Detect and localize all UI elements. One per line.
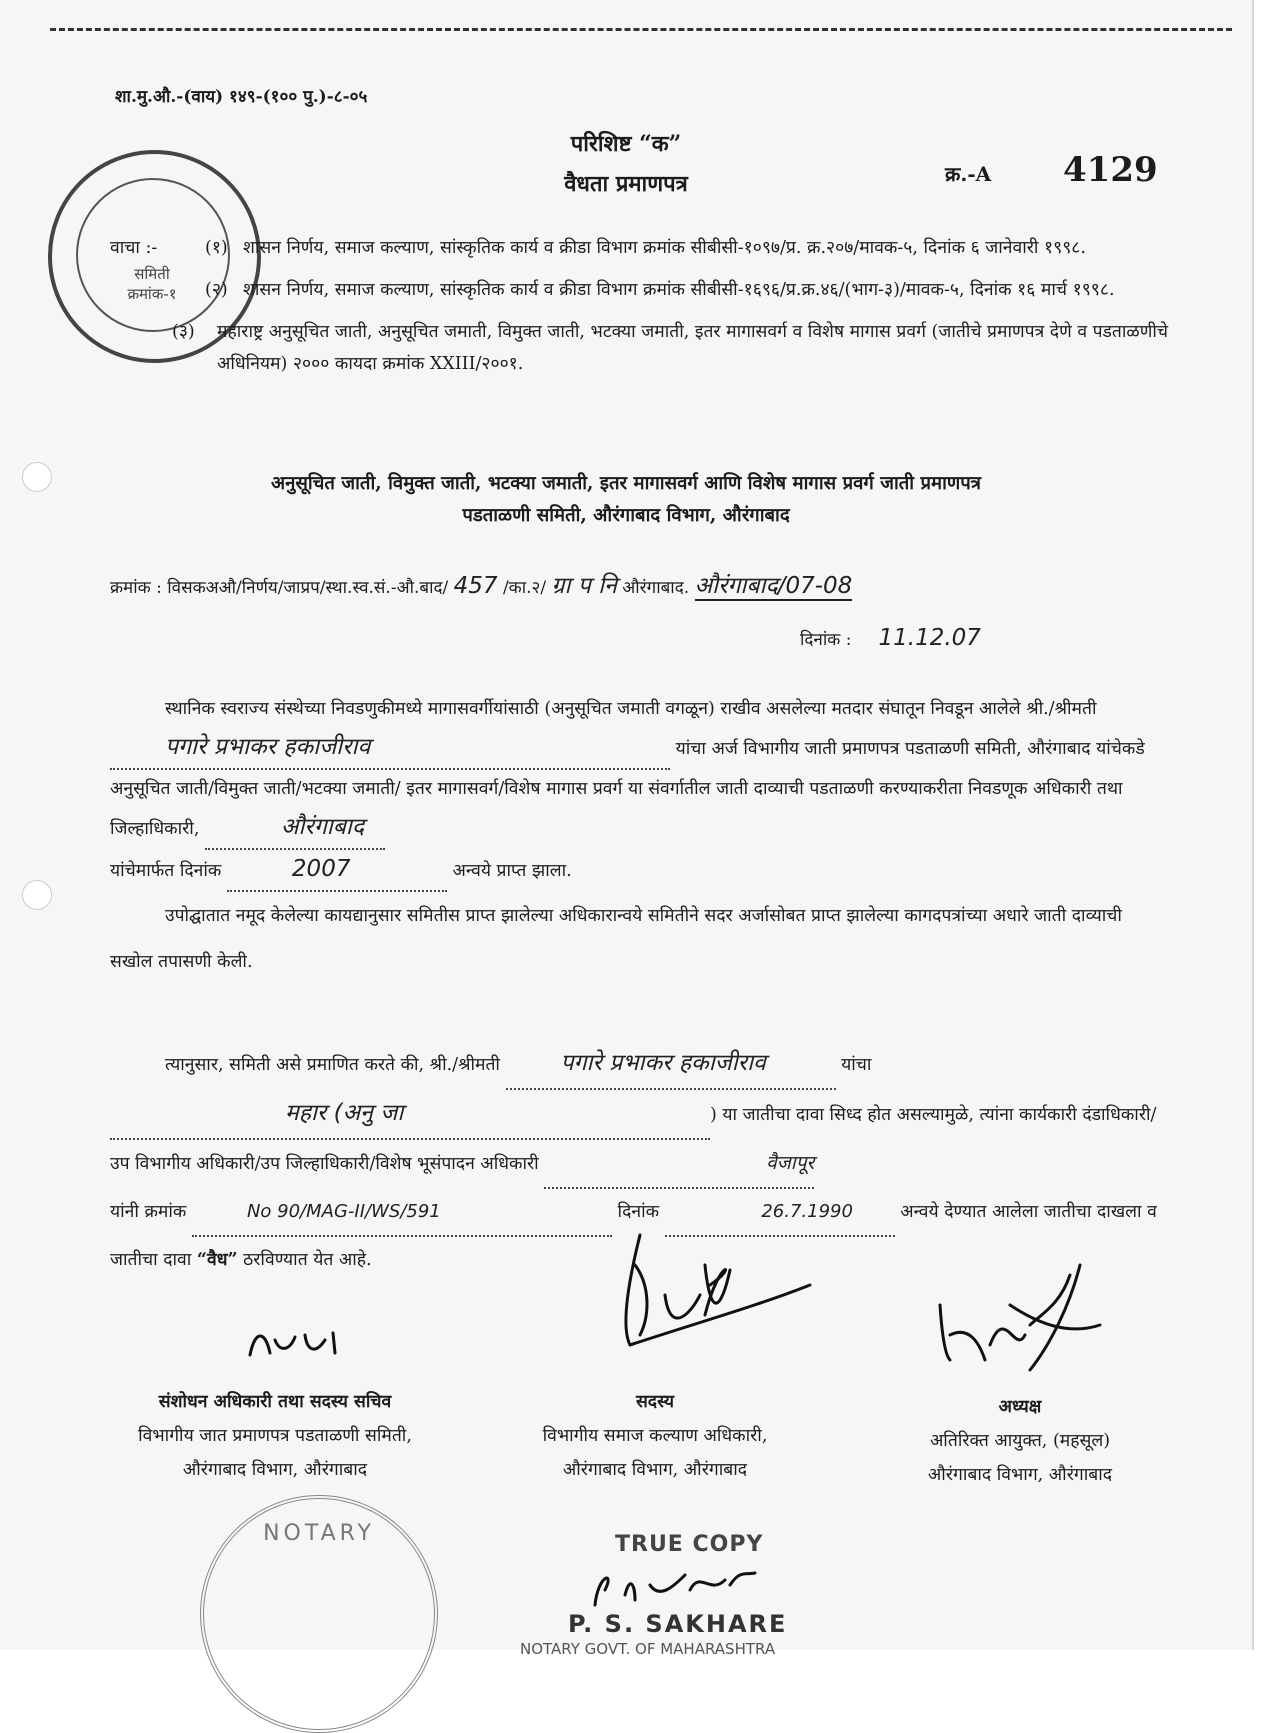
signatory-line-1: अतिरिक्त आयुक्त, (महसूल) <box>929 1431 1111 1451</box>
signatory-title: सदस्य <box>635 1392 675 1412</box>
officer-place-field <box>544 1140 814 1189</box>
signatory-member <box>505 1385 805 1487</box>
committee-heading-line-1: अनुसूचित जाती, विमुक्त जाती, भटक्या जमाती, इतर मागासवर्ग आणि विशेष मागास प्रवर्ग जाती प्रमाणपत्र <box>270 473 982 494</box>
reference-item-2 <box>110 274 1190 306</box>
paragraph-text: अन्वये प्राप्त झाला. <box>452 861 572 881</box>
signature-chairman <box>930 1265 1110 1375</box>
handwritten-issue-date: 11.12.07 <box>878 625 981 651</box>
valid-word: “वैध” <box>196 1250 238 1270</box>
reference-text: महाराष्ट्र अनुसूचित जाती, अनुसूचित जमाती, विमुक्त जाती, भटक्या जमाती, इतर मागासवर्ग व विशेष मागास प्रवर्ग (जातीचे प्रमाणपत्र देणे व पडताळणीचे अधिनियम) २००० कायदा क्रमांक XXIII/२००१. <box>217 322 1169 374</box>
certificate-title: वैधता प्रमाणपत्र <box>564 171 688 197</box>
caste-field <box>110 1090 710 1140</box>
paragraph-text: ) या जातीचा दावा सिध्द होत असल्यामुळे, त्यांना कार्यकारी दंडाधिकारी/उप विभागीय अधिकारी/उप जिल्हाधिकारी/विशेष भूसंपादन अधिकारी <box>110 1105 1157 1174</box>
signatory-line-2: औरंगाबाद विभाग, औरंगाबाद <box>562 1460 748 1480</box>
references-label: वाचा :- <box>110 238 158 258</box>
handwritten-applicant-name: पगारे प्रभाकर हकाजीराव <box>165 734 371 760</box>
reference-item-3 <box>172 316 1190 380</box>
seal-line-1: समिती <box>134 265 170 283</box>
paragraph-text: स्थानिक स्वराज्य संस्थेच्या निवडणुकीमध्ये मागासवर्गीयांसाठी (अनुसूचित जमाती वगळून) राखीव असलेल्या मतदार संघातून निवडून आलेले श्री./श्रीमती <box>165 699 1097 719</box>
paragraph-text: यांचा <box>841 1055 872 1075</box>
paragraph-text: यांचा अर्ज विभागीय जाती प्रमाणपत्र पडताळणी समिती, औरंगाबाद यांचेकडे अनुसूचित जाती/विमुक्त जाती/भटक्या जमाती/ इतर मागासवर्ग/विशेष मागास प्रवर्ग या संवर्गातील जाती दाव्याची पडताळणी करण्याकरीता निवडणूक अधिकारी तथा जिल्हाधिकारी, <box>110 739 1145 839</box>
signatory-line-1: विभागीय समाज कल्याण अधिकारी, <box>542 1426 768 1446</box>
paragraph-application <box>110 690 1160 892</box>
signatory-line-2: औरंगाबाद विभाग, औरंगाबाद <box>927 1465 1113 1485</box>
paragraph-text: दिनांक <box>617 1202 660 1222</box>
handwritten-collector-place: औरंगाबाद <box>280 814 365 840</box>
collector-field <box>205 808 385 850</box>
handwritten-place: औरंगाबाद/07-08 <box>694 573 853 599</box>
notary-seal <box>200 1495 438 1733</box>
signatory-line-2: औरंगाबाद विभाग, औरंगाबाद <box>182 1460 368 1480</box>
signatory-title: संशोधन अधिकारी तथा सदस्य सचिव <box>158 1392 392 1412</box>
perforation-line <box>50 28 1232 31</box>
notary-name: P. S. SAKHARE <box>568 1610 788 1638</box>
reference-number: (३) <box>172 322 195 342</box>
handwritten-caste: महार (अनु जा <box>285 1100 404 1126</box>
handwritten-officer-place: वैजापूर <box>766 1152 815 1174</box>
year-field <box>227 850 447 892</box>
references-list <box>110 232 1190 380</box>
handwritten-section: ग्रा प नि <box>551 573 617 599</box>
paragraph-text: यांचेमार्फत दिनांक <box>110 861 222 881</box>
punch-hole-bottom <box>22 880 52 910</box>
serial-label: क्र.-A <box>945 162 992 186</box>
certificate-number-field <box>192 1189 612 1237</box>
form-reference-code: शा.मु.औ.-(वाय) १४९-(१०० पु.)-८-०५ <box>115 87 368 107</box>
signatory-chairman <box>880 1390 1160 1492</box>
handwritten-certificate-date: 26.7.1990 <box>761 1201 853 1222</box>
issue-date-line <box>800 625 981 651</box>
paragraph-text: ठरविण्यात येत आहे. <box>243 1250 372 1270</box>
reference-prefix: क्रमांक : विसकअऔ/निर्णय/जाप्रप/स्था.स्व.सं.-औ.बाद/ <box>110 578 449 598</box>
reference-item-1 <box>110 232 1190 264</box>
paragraph-verification: उपोद्घातात नमूद केलेल्या कायद्यानुसार समितीस प्राप्त झालेल्या अधिकारान्वये समितीने सदर अर्जासोबत प्राप्त झालेल्या कागदपत्रांच्या अधारे जाती दाव्याची सखोल तपासणी केली. <box>110 906 1122 972</box>
handwritten-ref-number: 457 <box>453 573 498 599</box>
signatory-line-1: विभागीय जात प्रमाणपत्र पडताळणी समिती, <box>138 1426 412 1446</box>
paragraph-text: अन्वये देण्यात आलेला जातीचा दाखला व जातीचा दावा <box>110 1202 1157 1270</box>
true-copy-stamp: TRUE COPY <box>615 1532 764 1557</box>
reference-number-line <box>110 568 852 600</box>
handwritten-year: 2007 <box>291 856 351 882</box>
signature-notary <box>590 1565 760 1610</box>
reference-text: शासन निर्णय, समाज कल्याण, सांस्कृतिक कार्य व क्रीडा विभाग क्रमांक सीबीसी-१६९६/प्र.क्र.४६/(भाग-३)/मावक-५, दिनांक १६ मार्च १९९८. <box>243 280 1115 300</box>
place-label: औरंगाबाद. <box>622 578 690 598</box>
committee-heading-line-2: पडताळणी समिती, औरंगाबाद विभाग, औरंगाबाद <box>462 505 790 526</box>
date-label: दिनांक : <box>800 630 852 650</box>
paragraph-text: यांनी क्रमांक <box>110 1202 187 1222</box>
handwritten-certified-name: पगारे प्रभाकर हकाजीराव <box>560 1050 766 1076</box>
notary-seal-text: NOTARY <box>263 1521 375 1546</box>
signature-secretary <box>245 1325 365 1365</box>
reference-text: शासन निर्णय, समाज कल्याण, सांस्कृतिक कार्य व क्रीडा विभाग क्रमांक सीबीसी-१०९७/प्र. क्र.२०७/मावक-५, दिनांक ६ जानेवारी १९९८. <box>243 238 1086 258</box>
name-field <box>110 728 670 770</box>
seal-line-2: क्रमांक-१ <box>127 285 177 303</box>
signature-member <box>610 1225 820 1355</box>
name-field-2 <box>506 1040 836 1090</box>
signatory-secretary <box>95 1385 455 1487</box>
signatory-title: अध्यक्ष <box>998 1397 1042 1417</box>
serial-number: 4129 <box>1063 150 1158 190</box>
reference-mid: /का.२/ <box>502 578 547 598</box>
appendix-title: परिशिष्ट “क” <box>570 131 682 157</box>
notary-designation: NOTARY GOVT. OF MAHARASHTRA <box>520 1640 776 1658</box>
reference-number: (२) <box>205 280 228 300</box>
handwritten-certificate-number: No 90/MAG-II/WS/591 <box>246 1201 441 1222</box>
paragraph-text: त्यानुसार, समिती असे प्रमाणित करते की, श्री./श्रीमती <box>165 1055 500 1075</box>
reference-number: (१) <box>205 238 228 258</box>
